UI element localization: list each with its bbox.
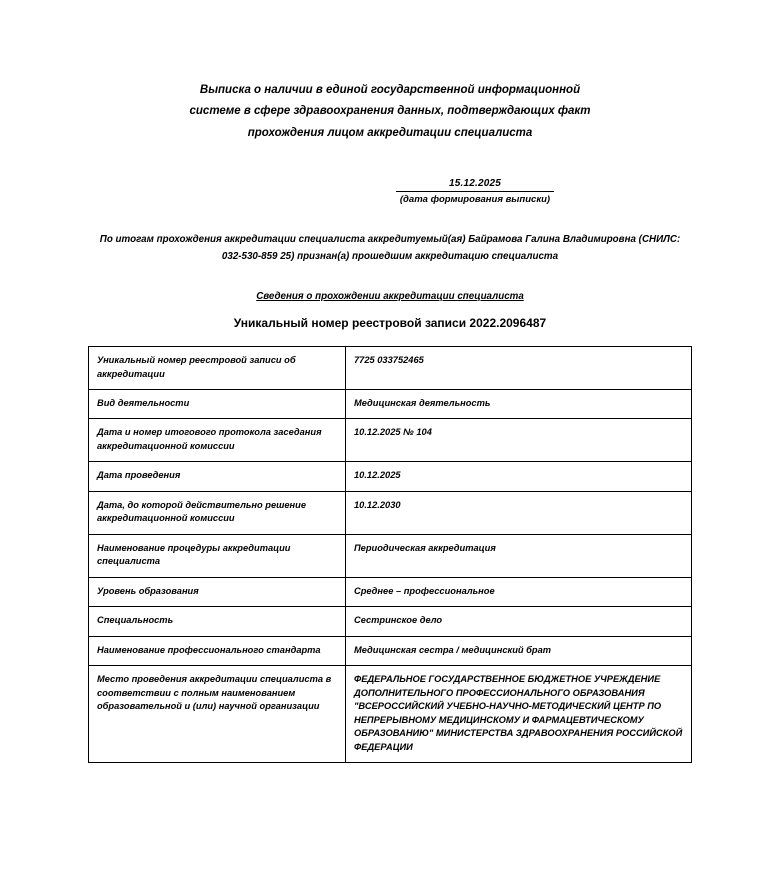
table-row xyxy=(89,347,692,390)
issue-date-block xyxy=(88,178,692,205)
table-row xyxy=(89,390,692,419)
page-title-line-2: системе в сфере здравоохранения данных, подтверждающих факт xyxy=(189,105,591,118)
table-row xyxy=(89,534,692,577)
table-row xyxy=(89,491,692,534)
row-label: Вид деятельности xyxy=(89,390,346,419)
row-value: Медицинская сестра / медицинский брат xyxy=(346,636,692,665)
table-row xyxy=(89,419,692,462)
row-value: 10.12.2030 xyxy=(346,491,692,534)
table-row xyxy=(89,636,692,665)
issue-date-caption: (дата формирования выписки) xyxy=(396,191,554,205)
table-row xyxy=(89,666,692,763)
issue-date-value: 15.12.2025 xyxy=(448,177,502,189)
registry-record-number: Уникальный номер реестровой записи 2022.2096487 xyxy=(233,316,547,331)
row-label: Наименование процедуры аккредитации специалиста xyxy=(89,534,346,577)
row-label: Наименование профессионального стандарта xyxy=(89,636,346,665)
row-value: Периодическая аккредитация xyxy=(346,534,692,577)
row-label: Уникальный номер реестровой записи об аккредитации xyxy=(89,347,346,390)
page-title-line-3: прохождения лицом аккредитации специалиста xyxy=(247,126,533,139)
row-value: ФЕДЕРАЛЬНОЕ ГОСУДАРСТВЕННОЕ БЮДЖЕТНОЕ УЧРЕЖДЕНИЕ ДОПОЛНИТЕЛЬНОГО ПРОФЕССИОНАЛЬНОГО ОБРАЗОВАНИЯ "ВСЕРОССИЙСКИЙ УЧЕБНО-НАУЧНО-МЕТОДИЧЕСКИЙ ЦЕНТР ПО НЕПРЕРЫВНОМУ МЕДИЦИНСКОМУ И ФАРМАЦЕВТИЧЕСКОМУ ОБРАЗОВАНИЮ" МИНИСТЕРСТВА ЗДРАВООХРАНЕНИЯ РОССИЙСКОЙ ФЕДЕРАЦИИ xyxy=(346,666,692,763)
summary-paragraph xyxy=(88,231,692,265)
summary-line-2: 032-530-859 25) признан(а) прошедшим аккредитацию специалиста xyxy=(221,250,559,262)
row-value: Сестринское дело xyxy=(346,607,692,636)
accreditation-details-table xyxy=(88,346,692,763)
row-label: Дата и номер итогового протокола заседания аккредитационной комиссии xyxy=(89,419,346,462)
row-value: 10.12.2025 xyxy=(346,462,692,491)
row-label: Уровень образования xyxy=(89,577,346,606)
row-value: 10.12.2025 № 104 xyxy=(346,419,692,462)
table-row xyxy=(89,577,692,606)
table-row xyxy=(89,462,692,491)
row-value: 7725 033752465 xyxy=(346,347,692,390)
summary-line-1: По итогам прохождения аккредитации специалиста аккредитуемый(ая) Байрамова Галина Владимировна (СНИЛС: xyxy=(99,233,681,245)
row-label: Дата проведения xyxy=(89,462,346,491)
page-title xyxy=(175,80,605,144)
row-label: Специальность xyxy=(89,607,346,636)
row-value: Среднее – профессиональное xyxy=(346,577,692,606)
row-value: Медицинская деятельность xyxy=(346,390,692,419)
section-title: Сведения о прохождении аккредитации специалиста xyxy=(256,291,524,303)
table-row xyxy=(89,607,692,636)
page-title-line-1: Выписка о наличии в единой государственной информационной xyxy=(199,84,581,96)
row-label: Место проведения аккредитации специалиста в соответствии с полным наименованием образовательной и (или) научной организации xyxy=(89,666,346,763)
row-label: Дата, до которой действительно решение аккредитационной комиссии xyxy=(89,491,346,534)
